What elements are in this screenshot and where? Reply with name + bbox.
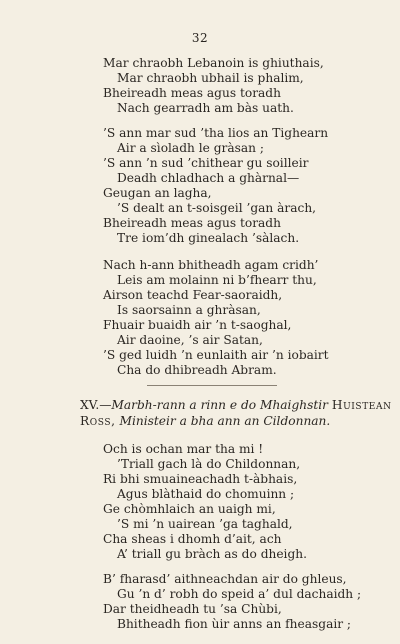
section-heading [80,398,392,412]
verse-line: ’S ann ’n sud ’chithear gu soilleir [103,156,309,170]
verse-line: Bheireadh meas agus toradh [103,216,281,230]
verse-line: Nach gearradh am bàs uath. [117,101,294,115]
verse-line: Cha do dhibreadh Abram. [117,363,277,377]
verse-line: Dar theidheadh tu ’sa Chùbi, [103,602,282,616]
verse-line: Agus blàthaid do chomuinn ; [117,487,295,501]
verse-line: Airson teachd Fear-saoraidh, [103,288,283,302]
verse-line: Mar chraobh Lebanoin is ghiuthais, [103,56,324,70]
verse-line: Och is ochan mar tha mi ! [103,442,264,456]
verse-line: Mar chraobh ubhail is phalim, [117,71,304,85]
section-name-2: Ross, [80,414,116,428]
section-subheading [80,414,330,428]
verse-line: Bhitheadh fion ùir anns an fheasgair ; [117,617,352,631]
verse-line: ’S dealt an t-soisgeil ’gan àrach, [117,201,317,215]
section-numeral: XV.— [80,398,112,412]
verse-line: B’ fharasd’ aithneachdan air do ghleus, [103,572,347,586]
verse-line: Fhuair buaidh air ’n t-saoghal, [103,318,292,332]
section-name: Huistean [331,398,392,412]
verse-line: Leis am molainn ni b’fhearr thu, [117,273,317,287]
verse-line: Ge chòmhlaich an uaigh mi, [103,502,276,516]
verse-line: Gu ’n d’ robh do speid a’ dul dachaidh ; [117,587,362,601]
verse-line: Ri bhi smuaineachadh t-àbhais, [103,472,298,486]
verse-line: Air a sìoladh le gràsan ; [117,141,264,155]
verse-line: Air daoine, ’s air Satan, [117,333,263,347]
verse-line: Bheireadh meas agus toradh [103,86,281,100]
verse-line: Deadh chladhach a ghàrnal— [117,171,300,185]
verse-line: Tre iom’dh ginealach ’sàlach. [117,231,300,245]
verse-line: ’S ann mar sud ’tha lios an Tighearn [103,126,329,140]
verse-line: Nach h-ann bhitheadh agam cridh’ [103,258,319,272]
verse-line: A’ triall gu bràch as do dheigh. [117,547,307,561]
section-subtitle: Ministeir a bha ann an Cildonnan. [119,414,331,428]
verse-line: ’S ged luidh ’n eunlaith air ’n iobairt [103,348,329,362]
verse-line: ’Triall gach là do Childonnan, [117,457,301,471]
verse-line: Geugan an lagha, [103,186,212,200]
section-divider [147,385,277,386]
section-title: Marbh-rann a rinn e do Mhaighstir [111,398,328,412]
verse-line: Is saorsainn a ghràsan, [117,303,261,317]
verse-line: ’S mi ’n uairean ’ga taghald, [117,517,293,531]
verse-line: Cha sheas i dhomh d’ait, ach [103,532,282,546]
page-number: 32 [191,31,209,45]
